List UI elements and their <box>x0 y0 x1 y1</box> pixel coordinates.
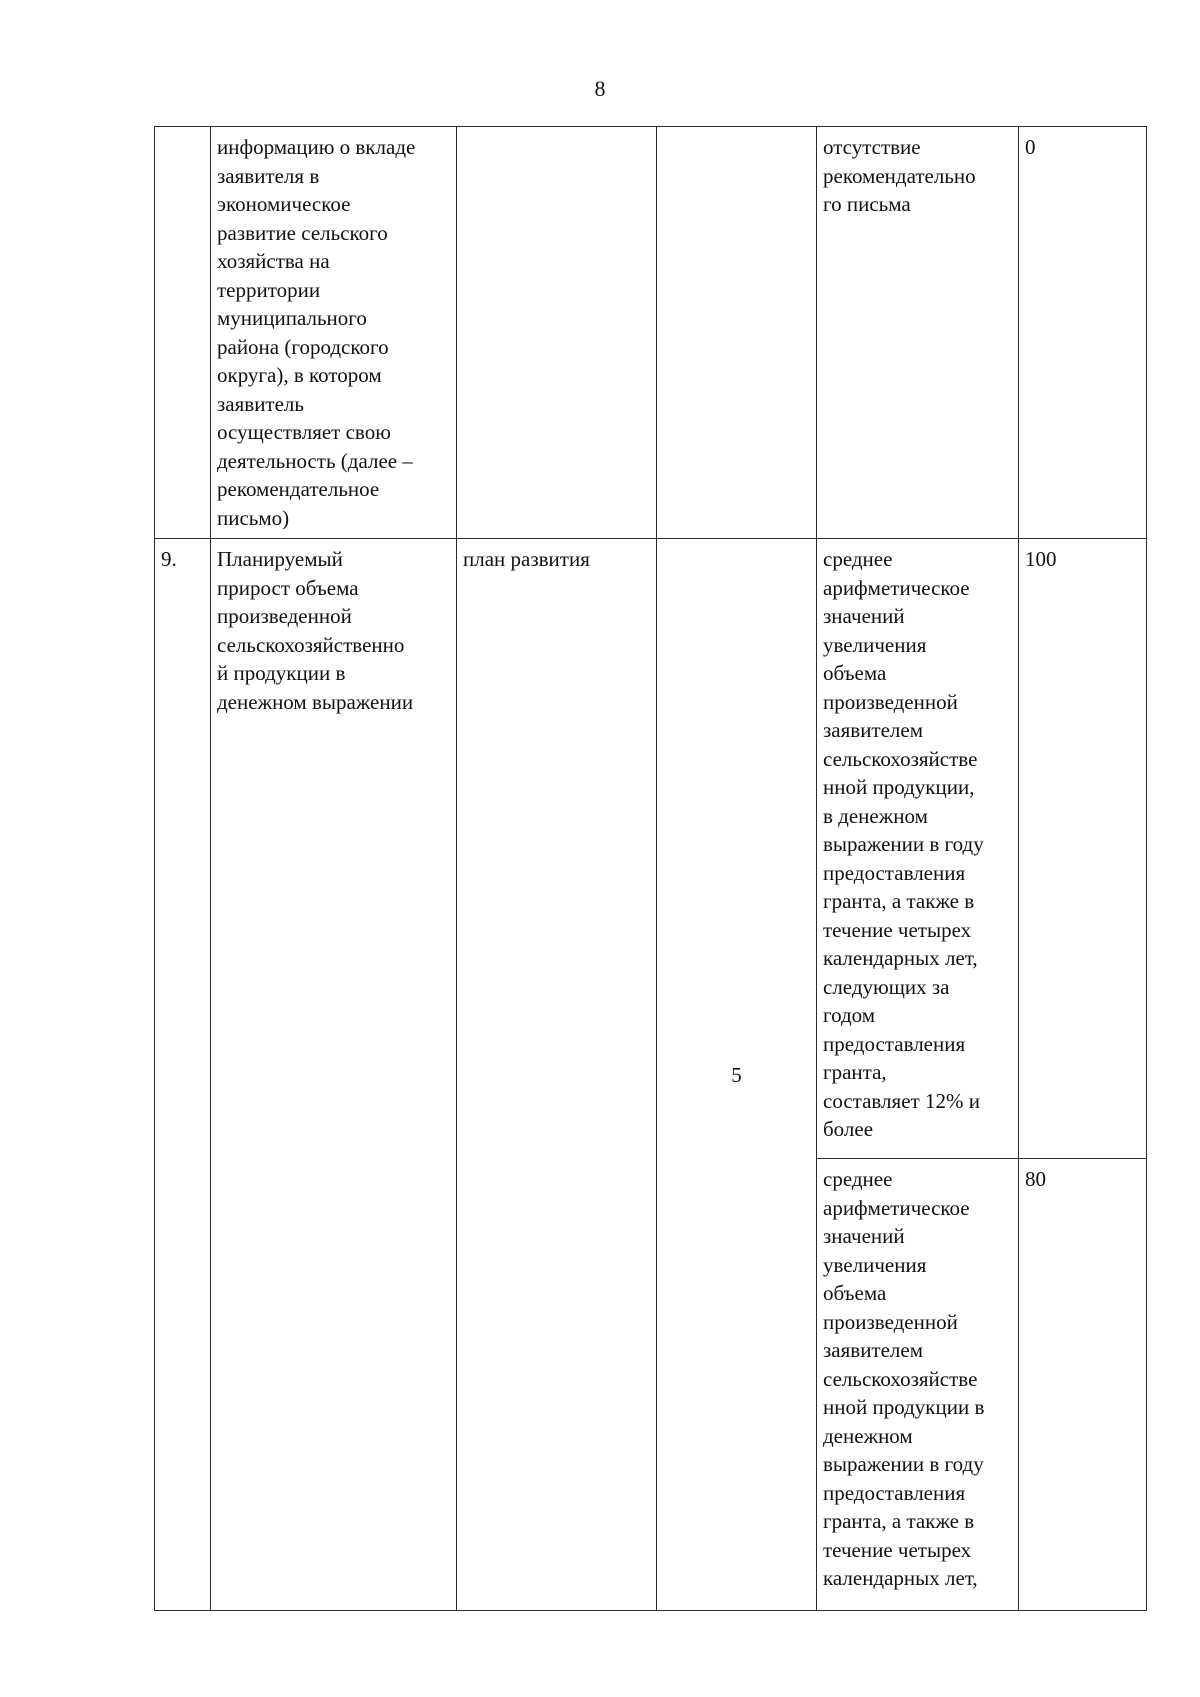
points-value: 100 <box>1025 547 1057 571</box>
source-cell <box>457 539 657 1611</box>
criterion-text: информацию о вкладе заявителя в экономическое развитие сельского хозяйства на территории муниципального района (городского округа), в котором заявитель осуществляет свою деятельность (далее – рекомендательное письмо) <box>217 135 416 530</box>
row-number: 9. <box>161 547 177 571</box>
points-value: 80 <box>1025 1167 1046 1191</box>
table-row-9 <box>155 539 1147 1159</box>
weight-cell <box>657 127 817 539</box>
condition-cell <box>817 1159 1019 1611</box>
row-number-cell <box>155 127 211 539</box>
criterion-cell <box>211 127 457 539</box>
condition-text: среднее арифметическое значений увеличения объема произведенной заявителем сельскохозяйстве нной продукции в денежном выражении в году предоставления гранта, а также в течение четырех календарных лет, <box>823 1167 985 1590</box>
condition-text: среднее арифметическое значений увеличения объема произведенной заявителем сельскохозяйстве нной продукции, в денежном выражении в году предоставления гранта, а также в течение четырех календарных лет, следующих за годом предоставления гранта, составляет 12% и более <box>823 547 984 1141</box>
weight-value: 5 <box>731 1063 742 1088</box>
row-number-cell <box>155 539 211 1611</box>
weight-cell <box>657 539 817 1611</box>
condition-text: отсутствие рекомендательно го письма <box>823 135 976 216</box>
criterion-text: Планируемый прирост объема произведенной сельскохозяйственно й продукции в денежном выражении <box>217 547 414 714</box>
condition-cell <box>817 539 1019 1159</box>
points-cell <box>1019 539 1147 1159</box>
source-cell <box>457 127 657 539</box>
points-cell <box>1019 1159 1147 1611</box>
points-cell <box>1019 127 1147 539</box>
source-text: план развития <box>463 547 590 571</box>
page-number: 8 <box>594 76 606 101</box>
table-row-continued <box>155 127 1147 539</box>
condition-cell <box>817 127 1019 539</box>
criterion-cell <box>211 539 457 1611</box>
points-value: 0 <box>1025 135 1036 159</box>
criteria-table <box>154 126 1147 1611</box>
